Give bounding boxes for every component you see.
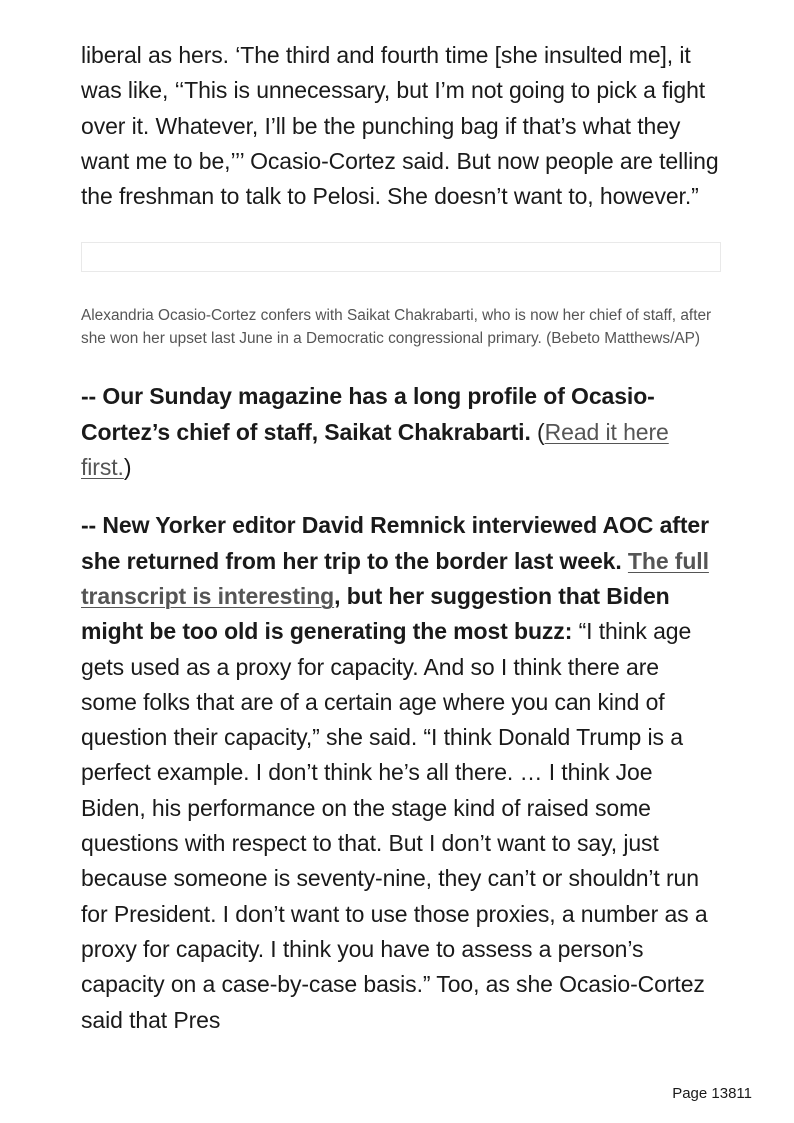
paren-close: ) bbox=[123, 454, 132, 481]
article-page bbox=[81, 38, 721, 1083]
photo-placeholder bbox=[81, 242, 721, 272]
item-headline-cont: , but her suggestion that Biden might be too old is generating the most buzz: bbox=[81, 582, 670, 645]
article-paragraph: liberal as hers. ‘The third and fourth time [she insulted me], it was like, ‘‘This is unnecessary, but I’m not going to pick a fight over it. Whatever, I’ll be the punching bag if that’s what they want me to be,’’’ Ocasio-Cortez said. But now people are telling the freshman to talk to Pelosi. She doesn’t want to, however.” bbox=[81, 42, 719, 210]
news-item-remnick bbox=[81, 508, 721, 1037]
read-it-here-link[interactable]: Read it here first. bbox=[81, 418, 669, 481]
item-quote: “I think age gets used as a proxy for capacity. And so I think there are some folks that are of a certain age where you can kind of question their capacity,” she said. “I think Donald Trump is a perfect example. I don’t think he’s all there. … I think Joe Biden, his performance on the stage kind of raised some questions with respect to that. But I don’t want to say, just because someone is seventy-nine, they can’t or shouldn’t run for President. I don’t want to use those proxies, a number as a proxy for capacity. I think you have to assess a person’s capacity on a case-by-case basis.” Too, as she Ocasio-Cortez said that Pres bbox=[81, 618, 708, 1033]
photo-caption: Alexandria Ocasio-Cortez confers with Saikat Chakrabarti, who is now her chief of staff, after she won her upset last June in a Democratic congressional primary. (Bebeto Matthews/AP) bbox=[81, 307, 712, 347]
item-headline: -- Our Sunday magazine has a long profile of Ocasio-Cortez’s chief of staff, Saikat Chakrabarti. bbox=[81, 383, 655, 445]
item-headline: -- New Yorker editor David Remnick interviewed AOC after she returned from her trip to the border last week. bbox=[81, 512, 709, 574]
page-number: Page 13811 bbox=[672, 1085, 752, 1102]
paren-open: ( bbox=[530, 418, 545, 445]
news-item-chakrabarti bbox=[81, 379, 721, 485]
full-transcript-link[interactable]: The full transcript is interesting bbox=[81, 547, 709, 609]
